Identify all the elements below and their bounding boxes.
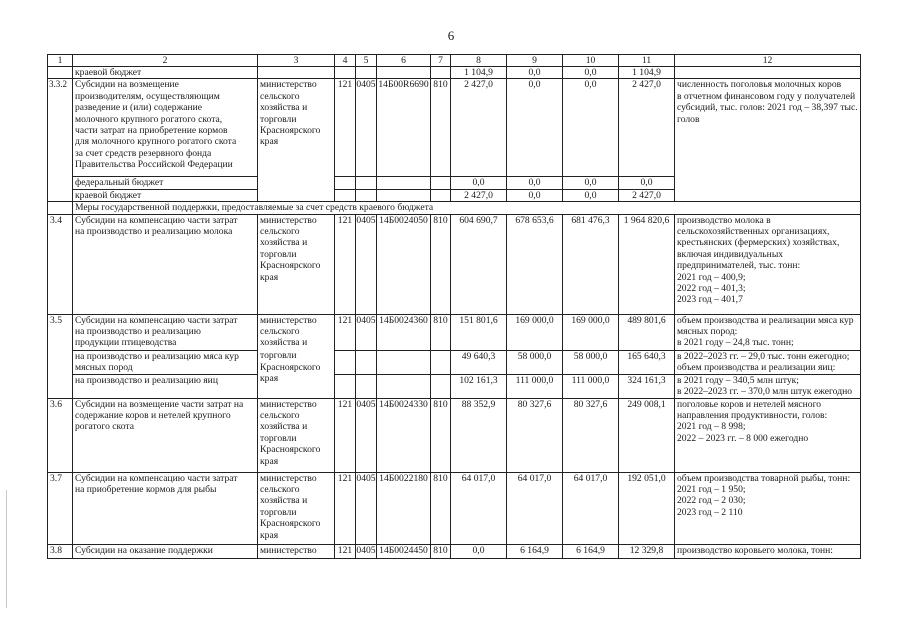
value-cell: 6 164,9 <box>563 544 619 558</box>
column-header: 10 <box>563 55 619 67</box>
column-header: 7 <box>431 55 451 67</box>
row-number: 3.5 <box>48 314 73 398</box>
budget-name: краевой бюджет <box>73 189 258 201</box>
code-cell: 121 <box>335 314 356 350</box>
column-header: 4 <box>335 55 356 67</box>
code-cell: 810 <box>431 398 451 472</box>
value-cell: 151 801,6 <box>451 314 507 350</box>
expected-result: объем производства и реализации мяса кур мясных пород: в 2021 году – 24,8 тыс. тонн; <box>675 314 861 350</box>
row-number: 3.7 <box>48 472 73 544</box>
page-number: 6 <box>447 28 455 43</box>
value-cell: 80 327,6 <box>563 398 619 472</box>
value-cell: 1 964 820,6 <box>619 214 675 314</box>
code-cell: 0405 <box>356 398 377 472</box>
code-cell: 121 <box>335 214 356 314</box>
value-cell: 169 000,0 <box>563 314 619 350</box>
value-cell: 1 104,9 <box>451 67 507 79</box>
code-cell: 14Б0024450 <box>377 544 431 558</box>
code-cell: 0405 <box>356 472 377 544</box>
value-cell: 58 000,0 <box>507 350 563 374</box>
value-cell: 12 329,8 <box>619 544 675 558</box>
executor: министерство сельского хозяйства и <box>258 314 335 350</box>
value-cell: 88 352,9 <box>451 398 507 472</box>
column-header: 5 <box>356 55 377 67</box>
scan-artifact-line <box>6 490 7 608</box>
measure-name: на производство и реализацию яиц <box>73 374 258 398</box>
value-cell: 249 008,1 <box>619 398 675 472</box>
value-cell: 49 640,3 <box>451 350 507 374</box>
expected-result: численность поголовья молочных коров в отчетном финансовом году у получателей субсидий, тыс. голов: 2021 год – 38,397 тыс. голов <box>675 79 861 202</box>
executor: министерство сельского хозяйства и торговли Красноярского края <box>258 79 335 202</box>
code-cell: 121 <box>335 398 356 472</box>
value-cell: 0,0 <box>563 189 619 201</box>
value-cell: 0,0 <box>619 177 675 189</box>
table-row <box>48 398 861 472</box>
value-cell: 678 653,6 <box>507 214 563 314</box>
executor: министерство сельского хозяйства и торговли Красноярского края <box>258 472 335 544</box>
value-cell: 80 327,6 <box>507 398 563 472</box>
value-cell: 2 427,0 <box>451 79 507 177</box>
value-cell: 0,0 <box>507 177 563 189</box>
column-header: 6 <box>377 55 431 67</box>
column-header: 11 <box>619 55 675 67</box>
table-row <box>48 214 861 314</box>
code-cell: 810 <box>431 79 451 177</box>
value-cell: 111 000,0 <box>563 374 619 398</box>
measure-name: Субсидии на оказание поддержки <box>73 544 258 558</box>
column-header: 2 <box>73 55 258 67</box>
value-cell: 0,0 <box>507 67 563 79</box>
executor: торговли Красноярского края <box>258 350 335 398</box>
code-cell: 121 <box>335 544 356 558</box>
table-row <box>48 374 861 398</box>
value-cell: 0,0 <box>451 544 507 558</box>
column-header: 12 <box>675 55 861 67</box>
code-cell: 14Б0024360 <box>377 314 431 350</box>
expected-result: в 2021 году – 340,5 млн штук; в 2022–2023 гг. – 370,0 млн штук ежегодно <box>675 374 861 398</box>
value-cell: 192 051,0 <box>619 472 675 544</box>
row-number: 3.3.2 <box>48 79 73 202</box>
expected-result: объем производства товарной рыбы, тонн: 2021 год – 1 950; 2022 год – 2 030; 2023 год – 2 110 <box>675 472 861 544</box>
value-cell: 2 427,0 <box>619 189 675 201</box>
value-cell: 64 017,0 <box>507 472 563 544</box>
value-cell: 0,0 <box>563 79 619 177</box>
expected-result: производство коровьего молока, тонн: <box>675 544 861 558</box>
code-cell: 121 <box>335 79 356 177</box>
value-cell: 58 000,0 <box>563 350 619 374</box>
expected-result: производство молока в сельскохозяйственных организациях, крестьянских (фермерских) хозяйствах, включая индивидуальных предпринимателей, тыс. тонн: 2021 год – 400,9; 2022 год – 401,3; 2023 год – 401,7 <box>675 214 861 314</box>
expected-result: поголовье коров и нетелей мясного направления продуктивности, голов: 2021 год – 8 998; 2022 – 2023 гг. – 8 000 ежегодно <box>675 398 861 472</box>
value-cell: 2 427,0 <box>451 189 507 201</box>
measure-name: Субсидии на возмещение части затрат на содержание коров и нетелей крупного рогатого скота <box>73 398 258 472</box>
value-cell: 165 640,3 <box>619 350 675 374</box>
expected-result: в 2022–2023 гг. – 29,0 тыс. тонн ежегодно; объем производства и реализации яиц: <box>675 350 861 374</box>
value-cell: 0,0 <box>563 67 619 79</box>
column-header: 1 <box>48 55 73 67</box>
code-cell: 810 <box>431 544 451 558</box>
table-row <box>48 314 861 350</box>
measure-name: Субсидии на компенсацию части затрат на производство и реализацию молока <box>73 214 258 314</box>
row-number: 3.6 <box>48 398 73 472</box>
row-number: 3.8 <box>48 544 73 558</box>
value-cell: 0,0 <box>507 189 563 201</box>
code-cell: 0405 <box>356 314 377 350</box>
program-table <box>47 54 861 559</box>
section-row <box>48 202 861 214</box>
value-cell: 64 017,0 <box>563 472 619 544</box>
code-cell: 0405 <box>356 544 377 558</box>
code-cell: 810 <box>431 214 451 314</box>
code-cell: 0405 <box>356 214 377 314</box>
executor: министерство сельского хозяйства и торговли Красноярского края <box>258 214 335 314</box>
value-cell: 6 164,9 <box>507 544 563 558</box>
code-cell: 14Б0024050 <box>377 214 431 314</box>
value-cell: 2 427,0 <box>619 79 675 177</box>
value-cell: 0,0 <box>563 177 619 189</box>
budget-name: краевой бюджет <box>73 67 258 79</box>
measure-name: Субсидии на компенсацию части затрат на производство и реализацию продукции птицеводства <box>73 314 258 350</box>
measure-name: Субсидии на компенсацию части затрат на приобретение кормов для рыбы <box>73 472 258 544</box>
executor: министерство <box>258 544 335 558</box>
table-row <box>48 79 861 177</box>
table-row <box>48 350 861 374</box>
table-row <box>48 472 861 544</box>
code-cell: 121 <box>335 472 356 544</box>
column-header-row <box>48 55 861 67</box>
value-cell: 169 000,0 <box>507 314 563 350</box>
section-title: Меры государственной поддержки, предоставляемые за счет средств краевого бюджета <box>73 202 861 214</box>
code-cell: 14Б00R6690 <box>377 79 431 177</box>
value-cell: 1 104,9 <box>619 67 675 79</box>
code-cell: 0405 <box>356 79 377 177</box>
value-cell: 681 476,3 <box>563 214 619 314</box>
value-cell: 0,0 <box>451 177 507 189</box>
table-row <box>48 544 861 558</box>
measure-name: Субсидии на возмещение производителям, осуществляющим разведение и (или) содержание молочного крупного рогатого скота, части затрат на приобретение кормов для молочного крупного рогатого скота за счет средств резервного фонда Правительства Российской Федерации <box>73 79 258 177</box>
value-cell: 111 000,0 <box>507 374 563 398</box>
code-cell: 810 <box>431 472 451 544</box>
code-cell: 14Б0022180 <box>377 472 431 544</box>
budget-name: федеральный бюджет <box>73 177 258 189</box>
column-header: 3 <box>258 55 335 67</box>
code-cell: 14Б0024330 <box>377 398 431 472</box>
value-cell: 324 161,3 <box>619 374 675 398</box>
value-cell: 0,0 <box>507 79 563 177</box>
row-number: 3.4 <box>48 214 73 314</box>
value-cell: 102 161,3 <box>451 374 507 398</box>
value-cell: 604 690,7 <box>451 214 507 314</box>
column-header: 8 <box>451 55 507 67</box>
column-header: 9 <box>507 55 563 67</box>
code-cell: 810 <box>431 314 451 350</box>
executor: министерство сельского хозяйства и торговли Красноярского края <box>258 398 335 472</box>
value-cell: 489 801,6 <box>619 314 675 350</box>
value-cell: 64 017,0 <box>451 472 507 544</box>
measure-name: на производство и реализацию мяса кур мясных пород <box>73 350 258 374</box>
table-row <box>48 67 861 79</box>
